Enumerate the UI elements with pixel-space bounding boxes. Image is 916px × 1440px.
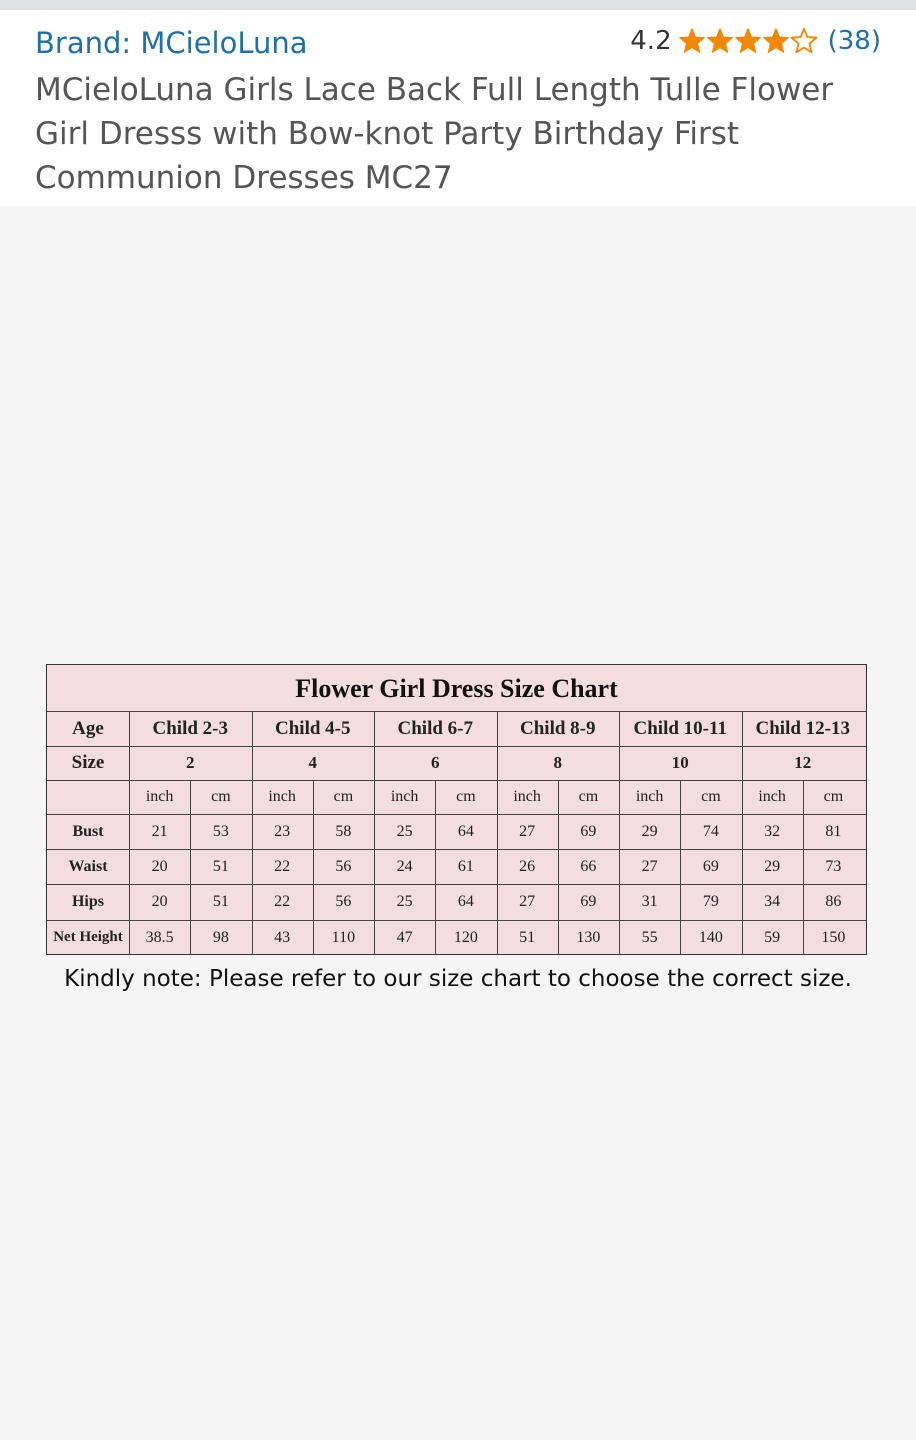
brand-link[interactable]: Brand: MCieloLuna	[35, 26, 308, 60]
measurement-label: Waist	[68, 858, 108, 875]
star-filled-icon	[762, 27, 790, 55]
unit-inch: inch	[268, 788, 296, 805]
size-value: 8	[553, 753, 562, 772]
measurement-value: 27	[641, 858, 658, 875]
measurement-value: 66	[580, 858, 597, 875]
size-value: 4	[308, 753, 317, 772]
measurement-value: 29	[764, 858, 781, 875]
measurement-value: 130	[576, 929, 601, 946]
measurement-value: 51	[212, 893, 229, 910]
measurement-label: Hips	[71, 893, 104, 910]
measurement-value: 53	[212, 823, 229, 840]
unit-inch: inch	[390, 788, 419, 805]
unit-inch: inch	[513, 788, 541, 805]
measurement-value: 27	[519, 893, 536, 910]
measurement-value: 21	[151, 823, 168, 840]
measurement-value: 64	[457, 893, 474, 910]
measurement-value: 86	[825, 893, 842, 910]
measurement-value: 74	[702, 823, 719, 840]
measurement-value: 56	[335, 893, 352, 910]
size-chart-image	[46, 664, 867, 955]
measurement-value: 23	[274, 823, 291, 840]
measurement-value: 56	[335, 858, 352, 875]
star-filled-icon	[678, 27, 706, 55]
measurement-value: 79	[702, 893, 719, 910]
measurement-value: 73	[825, 858, 842, 875]
size-value: 10	[671, 753, 689, 772]
measurement-value: 22	[274, 893, 291, 910]
measurement-value: 64	[457, 823, 474, 840]
rating-value: 4.2	[630, 26, 672, 56]
unit-cm: cm	[211, 788, 231, 805]
age-group: Child 8-9	[520, 718, 596, 739]
measurement-value: 69	[580, 823, 597, 840]
measurement-value: 20	[151, 858, 168, 875]
unit-cm: cm	[456, 788, 476, 805]
size-value: 2	[186, 753, 195, 772]
measurement-value: 61	[457, 858, 474, 875]
measurement-value: 25	[396, 893, 413, 910]
top-strip	[0, 0, 916, 10]
measurement-value: 58	[335, 823, 352, 840]
age-group: Child 10-11	[633, 718, 727, 739]
measurement-value: 26	[519, 858, 536, 875]
measurement-value: 120	[453, 929, 478, 946]
measurement-value: 34	[764, 893, 781, 910]
measurement-value: 69	[702, 858, 719, 875]
unit-inch: inch	[145, 788, 174, 805]
measurement-value: 51	[519, 929, 536, 946]
unit-cm: cm	[823, 788, 844, 805]
age-group: Child 12-13	[755, 718, 850, 739]
measurement-value: 29	[641, 823, 658, 840]
age-group: Child 4-5	[275, 718, 351, 739]
measurement-value: 110	[331, 929, 356, 946]
rating-summary[interactable]	[630, 22, 881, 60]
size-value: 12	[794, 753, 812, 772]
unit-cm: cm	[701, 788, 721, 805]
measurement-value: 24	[396, 858, 413, 875]
measurement-value: 98	[212, 929, 229, 946]
size-chart-title: Flower Girl Dress Size Chart	[295, 674, 618, 703]
star-filled-icon	[706, 27, 734, 55]
age-group: Child 2-3	[152, 718, 228, 739]
product-header	[0, 10, 916, 206]
measurement-value: 150	[821, 929, 846, 946]
unit-inch: inch	[758, 788, 786, 805]
review-count-link[interactable]: (38)	[827, 26, 881, 56]
measurement-value: 32	[764, 823, 781, 840]
unit-cm: cm	[333, 788, 354, 805]
measurement-value: 81	[825, 823, 842, 840]
measurement-value: 27	[519, 823, 536, 840]
star-filled-icon	[734, 27, 762, 55]
measurement-value: 20	[151, 893, 168, 910]
measurement-value: 69	[580, 893, 597, 910]
rating-stars	[678, 27, 818, 55]
measurement-value: 51	[212, 858, 229, 875]
measurement-value: 59	[764, 929, 781, 946]
unit-inch: inch	[635, 788, 664, 805]
measurement-value: 22	[274, 858, 291, 875]
measurement-label: Net Height	[53, 929, 123, 945]
measurement-label: Bust	[72, 823, 104, 840]
star-empty-icon	[790, 27, 818, 55]
unit-cm: cm	[578, 788, 599, 805]
measurement-value: 140	[698, 929, 723, 946]
age-label: Age	[72, 718, 104, 739]
product-title: MCieloLuna Girls Lace Back Full Length Tulle Flower Girl Dresss with Bow-knot Party Birthday First Communion Dresses MC27	[35, 72, 834, 196]
measurement-value: 31	[641, 893, 658, 910]
size-value: 6	[431, 753, 440, 772]
age-group: Child 6-7	[397, 718, 473, 739]
size-label: Size	[71, 752, 105, 773]
measurement-value: 47	[396, 929, 413, 946]
measurement-value: 43	[274, 929, 291, 946]
measurement-value: 55	[641, 929, 658, 946]
measurement-value: 38.5	[145, 929, 174, 946]
size-chart-note: Kindly note: Please refer to our size chart to choose the correct size.	[64, 966, 852, 992]
measurement-value: 25	[396, 823, 413, 840]
